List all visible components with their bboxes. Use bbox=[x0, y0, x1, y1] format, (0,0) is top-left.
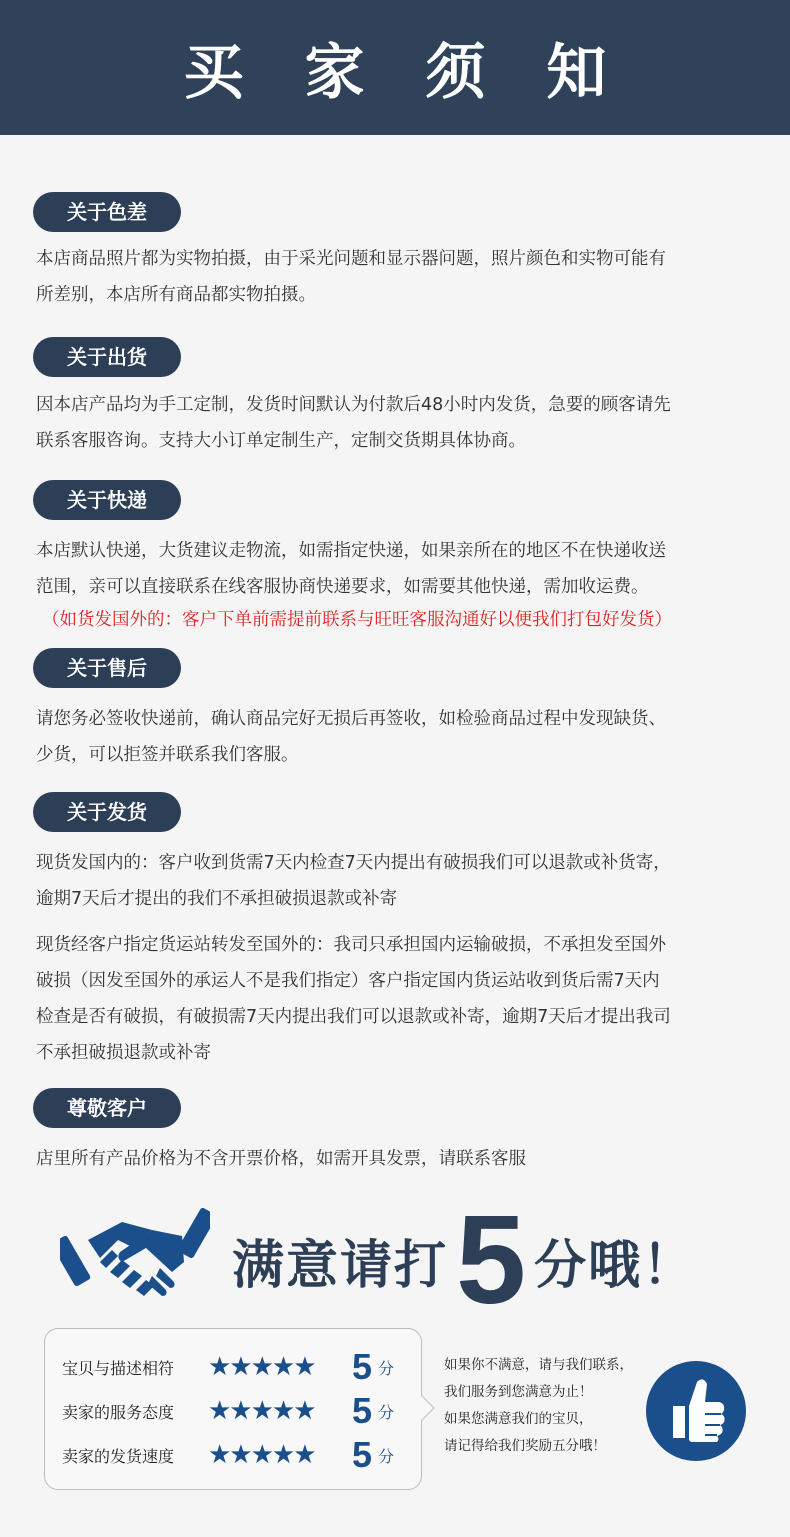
stars-icon: ★★★★★ bbox=[208, 1352, 315, 1382]
rating-label: 卖家的发货速度 bbox=[62, 1446, 175, 1466]
section-label-shipping: 关于出货 bbox=[33, 337, 181, 377]
text-line: 本店默认快递，大货建议走物流，如需指定快递，如果亲所在的地区不在快递收送 bbox=[36, 541, 666, 561]
section-text-shipping bbox=[36, 387, 761, 459]
slogan-five: 5 bbox=[456, 1189, 527, 1330]
text-line: 现货经客户指定货运站转发至国外的：我司只承担国内运输破损，不承担发至国外 bbox=[36, 935, 666, 955]
rating-box bbox=[44, 1328, 422, 1490]
text-line: 请您务必签收快递前，确认商品完好无损后再签收，如检验商品过程中发现缺货、 bbox=[36, 709, 666, 729]
section-text-color bbox=[36, 241, 761, 313]
stars-icon: ★★★★★ bbox=[208, 1440, 315, 1470]
rating-score: 5 bbox=[352, 1434, 373, 1475]
note-line: 如果您满意我们的宝贝， bbox=[444, 1411, 593, 1427]
rating-unit: 分 bbox=[378, 1402, 395, 1422]
express-warning-note: （如货发国外的：客户下单前需提前联系与旺旺客服沟通好以便我们打包好发货） bbox=[42, 610, 672, 630]
note-line: 我们服务到您满意为止！ bbox=[444, 1384, 593, 1400]
rating-row bbox=[62, 1435, 394, 1475]
page-title: 买 家 须 知 bbox=[183, 37, 627, 108]
section-text-customer bbox=[36, 1141, 761, 1177]
rating-unit: 分 bbox=[378, 1446, 395, 1466]
rating-label: 卖家的服务态度 bbox=[62, 1402, 175, 1422]
section-label-express: 关于快递 bbox=[33, 480, 181, 520]
speech-bubble-tail bbox=[409, 1395, 434, 1420]
note-line: 请记得给我们奖励五分哦！ bbox=[444, 1438, 606, 1454]
rating-score: 5 bbox=[352, 1390, 373, 1431]
text-line: 现货发国内的：客户收到货需7天内检查7天内提出有破损我们可以退款或补货寄， bbox=[36, 853, 671, 873]
rating-row bbox=[62, 1347, 394, 1387]
satisfaction-note bbox=[444, 1352, 664, 1460]
rating-score: 5 bbox=[352, 1346, 373, 1387]
section-label-customer: 尊敬客户 bbox=[33, 1088, 181, 1128]
text-line: 本店商品照片都为实物拍摄，由于采光问题和显示器问题，照片颜色和实物可能有 bbox=[36, 249, 666, 269]
section-label-delivery: 关于发货 bbox=[33, 792, 181, 832]
text-line: 破损（因发至国外的承运人不是我们指定）客户指定国内货运站收到货后需7天内 bbox=[36, 971, 660, 991]
text-line: 范围，亲可以直接联系在线客服协商快递要求，如需要其他快递，需加收运费。 bbox=[36, 577, 649, 597]
rating-slogan bbox=[232, 1189, 697, 1330]
section-text-express bbox=[36, 533, 761, 605]
section-text-delivery-domestic bbox=[36, 845, 761, 917]
slogan-part2: 分哦！ bbox=[534, 1235, 697, 1296]
thumbs-up-icon bbox=[645, 1360, 747, 1462]
slogan-part1: 满意请打 bbox=[232, 1235, 449, 1296]
text-line: 逾期7天后才提出的我们不承担破损退款或补寄 bbox=[36, 889, 398, 909]
text-line: 少货，可以拒签并联系我们客服。 bbox=[36, 745, 299, 765]
stars-icon: ★★★★★ bbox=[208, 1396, 315, 1426]
text-line: 所差别，本店所有商品都实物拍摄。 bbox=[36, 285, 316, 305]
text-line: 不承担破损退款或补寄 bbox=[36, 1043, 211, 1063]
rating-unit: 分 bbox=[378, 1358, 395, 1378]
section-label-aftersale: 关于售后 bbox=[33, 648, 181, 688]
section-text-aftersale bbox=[36, 701, 761, 773]
text-line: 因本店产品均为手工定制，发货时间默认为付款后48小时内发货，急要的顾客请先 bbox=[36, 395, 671, 415]
handshake-icon bbox=[60, 1200, 210, 1310]
section-text-delivery-abroad bbox=[36, 927, 761, 1071]
rating-row bbox=[62, 1391, 394, 1431]
page-header bbox=[0, 0, 790, 135]
section-label-color: 关于色差 bbox=[33, 192, 181, 232]
text-line: 检查是否有破损，有破损需7天内提出我们可以退款或补寄，逾期7天后才提出我司 bbox=[36, 1007, 671, 1027]
rating-label: 宝贝与描述相符 bbox=[62, 1358, 175, 1378]
note-line: 如果你不满意，请与我们联系， bbox=[444, 1357, 633, 1373]
text-line: 店里所有产品价格为不含开票价格，如需开具发票，请联系客服 bbox=[36, 1149, 526, 1169]
text-line: 联系客服咨询。支持大小订单定制生产，定制交货期具体协商。 bbox=[36, 431, 526, 451]
